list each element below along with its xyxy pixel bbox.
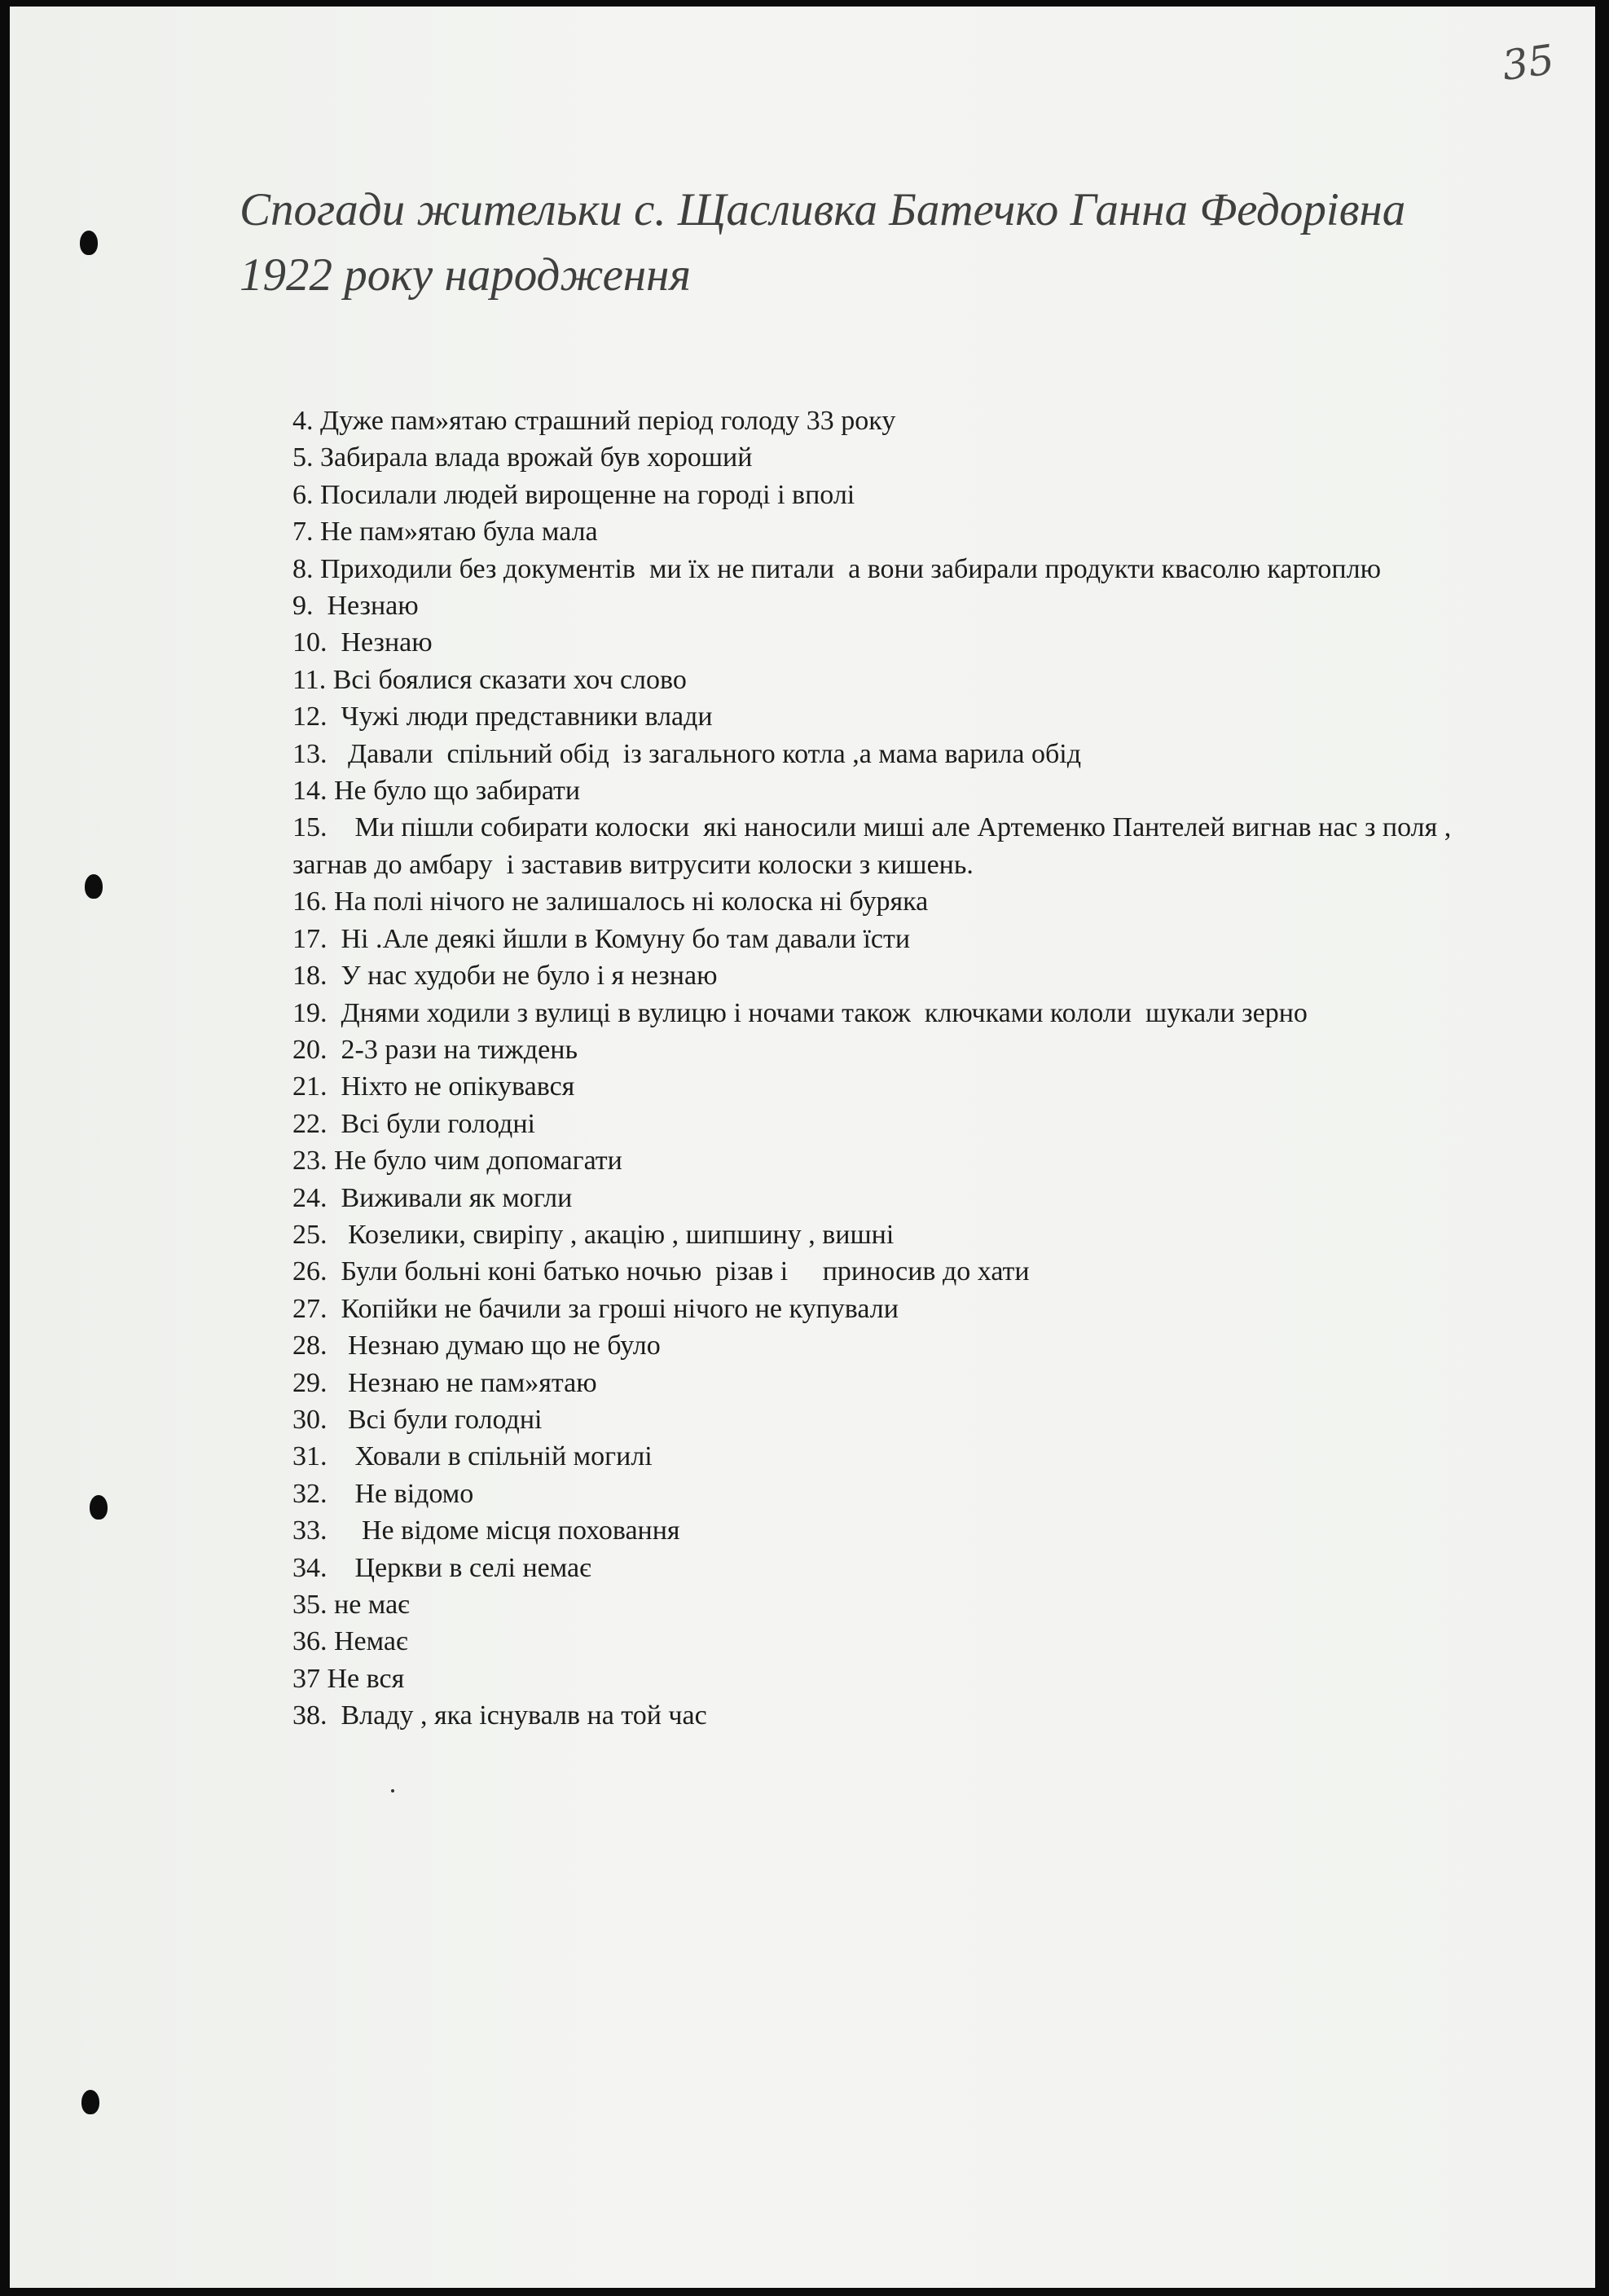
punch-hole-icon: [81, 2090, 99, 2114]
answer-item: 10. Незнаю: [292, 627, 433, 658]
answer-item: 36. Немає: [292, 1626, 408, 1657]
answer-item: 15. Ми пішли собирати колоски які наносили миші але Артеменко Пантелей вигнав нас з поля , загнав до амбару і заставив витрусити колоски з кишень.: [292, 812, 1458, 880]
answer-item: 20. 2-3 рази на тиждень: [292, 1034, 578, 1065]
answer-item: 37 Не вся: [292, 1663, 405, 1694]
answer-item: 33. Не відоме місця поховання: [292, 1515, 680, 1546]
answer-item: 26. Були больні коні батько ночью різав і приносив до хати: [292, 1256, 1030, 1287]
stray-mark: [391, 1789, 394, 1792]
answer-item: 28. Незнаю думаю що не було: [292, 1331, 661, 1361]
punch-hole-icon: [85, 874, 103, 899]
answer-item: 17. Ні .Але деякі йшли в Комуну бо там давали їсти: [292, 923, 911, 954]
answer-item: 23. Не було чим допомагати: [292, 1146, 622, 1177]
answer-item: 30. Всі були голодні: [292, 1404, 543, 1435]
punch-hole-icon: [80, 231, 98, 255]
answer-item: 7. Не пам»ятаю була мала: [292, 517, 598, 548]
answer-item: 11. Всі боялися сказати хоч слово: [292, 664, 687, 695]
answer-item: 38. Владу , яка існувалв на той час: [292, 1700, 707, 1731]
answer-item: 5. Забирала влада врожай був хороший: [292, 442, 753, 473]
punch-hole-icon: [90, 1495, 108, 1520]
page-number: 35: [1499, 35, 1558, 90]
answer-item: 13. Давали спільний обід із загального котла ,а мама варила обід: [292, 738, 1082, 769]
answer-item: 18. У нас худоби не було і я незнаю: [292, 961, 718, 992]
answer-item: 8. Приходили без документів ми їх не питали а вони забирали продукти квасолю картоплю: [292, 553, 1381, 584]
answer-item: 27. Копійки не бачили за гроші нічого не купували: [292, 1293, 899, 1324]
answer-item: 29. Незнаю не пам»ятаю: [292, 1367, 597, 1398]
answer-item: 32. Не відомо: [292, 1478, 474, 1509]
answers-list: [292, 402, 1506, 1735]
answer-item: 19. Днями ходили з вулиці в вулицю і ночами також ключками кололи шукали зерно: [292, 997, 1308, 1028]
answer-item: 4. Дуже пам»ятаю страшний період голоду 33 року: [292, 406, 896, 436]
answer-item: 21. Ніхто не опікувався: [292, 1071, 575, 1102]
answer-item: 34. Церкви в селі немає: [292, 1552, 591, 1583]
document-page: [10, 7, 1595, 2288]
answer-item: 35. не має: [292, 1590, 410, 1620]
answer-item: 31. Ховали в спільній могилі: [292, 1441, 653, 1472]
answer-item: 9. Незнаю: [292, 591, 419, 622]
answer-item: 25. Козелики, свиріпу , акацію , шипшину , вишні: [292, 1219, 895, 1250]
answer-item: 16. На полі нічого не залишалось ні колоска ні буряка: [292, 886, 929, 917]
answer-item: 24. Виживали як могли: [292, 1182, 573, 1213]
page-title: Спогади жительки с. Щасливка Батечко Ганна Федорівна 1922 року народження: [240, 184, 1406, 301]
answer-item: 22. Всі були голодні: [292, 1108, 535, 1139]
answer-item: 14. Не було що забирати: [292, 776, 581, 807]
answer-item: 12. Чужі люди представники влади: [292, 702, 713, 732]
answer-item: 6. Посилали людей вирощенне на городі і вполі: [292, 479, 855, 510]
